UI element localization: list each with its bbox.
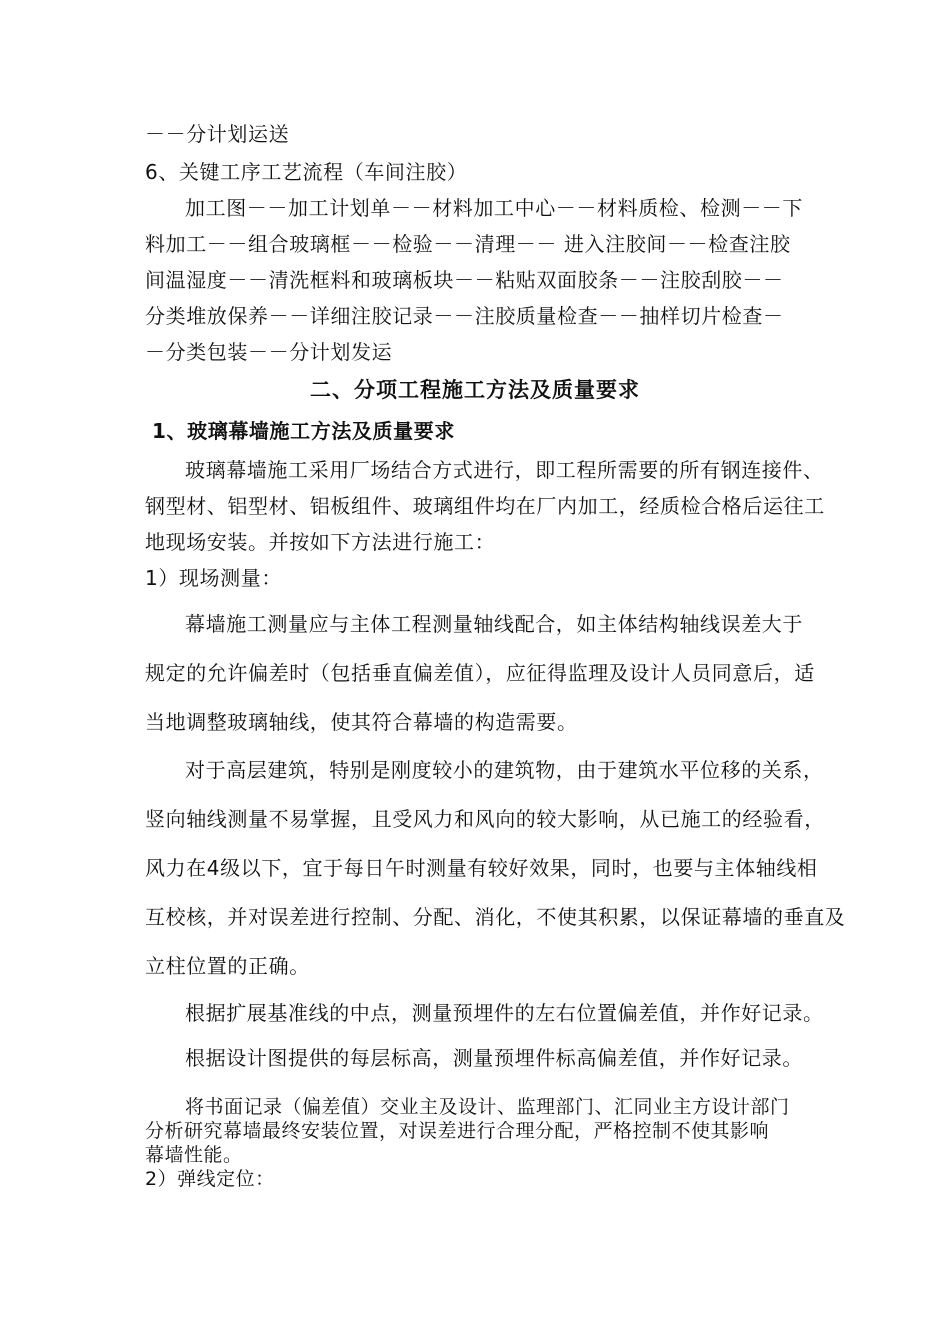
text-line: 分析研究幕墙最终安装位置，对误差进行合理分配，严格控制不使其影响 <box>145 1120 770 1142</box>
text-line: 当地调整玻璃轴线，使其符合幕墙的构造需要。 <box>145 710 578 734</box>
text-line: 地现场安装。并按如下方法进行施工： <box>145 530 496 554</box>
text-line: 规定的允许偏差时（包括垂直偏差值），应征得监理及设计人员同意后，适 <box>145 661 815 685</box>
text-line: 互校核，并对误差进行控制、分配、消化，不使其积累，以保证幕墙的垂直及 <box>145 905 846 929</box>
text-line: 立柱位置的正确。 <box>145 954 310 978</box>
list-heading: 2）弹线定位： <box>145 1168 275 1190</box>
text-line: 根据设计图提供的每层标高，测量预埋件标高偏差值，并作好记录。 <box>185 1046 803 1070</box>
text-line: 加工图－－加工计划单－－材料加工中心－－材料质检、检测－－下 <box>185 196 803 220</box>
subsection-heading: 6、关键工序工艺流程（车间注胶） <box>145 160 468 184</box>
text-line: 根据扩展基准线的中点，测量预埋件的左右位置偏差值，并作好记录。 <box>185 1001 824 1025</box>
text-line: 分类堆放保养－－详细注胶记录－－注胶质量检查－－抽样切片检查－ <box>145 304 784 328</box>
text-line: 幕墙性能。 <box>145 1144 243 1166</box>
text-line: 钢型材、铝型材、铝板组件、玻璃组件均在厂内加工，经质检合格后运往工 <box>145 494 825 518</box>
text-line: 对于高层建筑，特别是刚度较小的建筑物，由于建筑水平位移的关系， <box>185 758 824 782</box>
text-line: 风力在4级以下，宜于每日午时测量有较好效果，同时，也要与主体轴线相 <box>145 856 818 880</box>
text-line: 将书面记录（偏差值）交业主及设计、监理部门、汇同业主方设计部门 <box>185 1096 790 1118</box>
text-line: －－分计划运送 <box>145 122 290 146</box>
text-line: 料加工－－组合玻璃框－－检验－－清理－－ 进入注胶间－－检查注胶 <box>145 232 791 256</box>
text-line: －分类包装－－分计划发运 <box>145 340 393 364</box>
text-line: 幕墙施工测量应与主体工程测量轴线配合，如主体结构轴线误差大于 <box>185 612 803 636</box>
text-line: 竖向轴线测量不易掌握，且受风力和风向的较大影响，从已施工的经验看， <box>145 807 825 831</box>
section-heading: 二、分项工程施工方法及质量要求 <box>310 378 640 402</box>
text-line: 玻璃幕墙施工采用厂场结合方式进行，即工程所需要的所有钢连接件、 <box>185 458 824 482</box>
text-line: 间温湿度－－清洗框料和玻璃板块－－粘贴双面胶条－－注胶刮胶－－ <box>145 268 784 292</box>
list-heading: 1）现场测量： <box>145 566 282 590</box>
subsection-heading: 1、玻璃幕墙施工方法及质量要求 <box>152 419 455 443</box>
